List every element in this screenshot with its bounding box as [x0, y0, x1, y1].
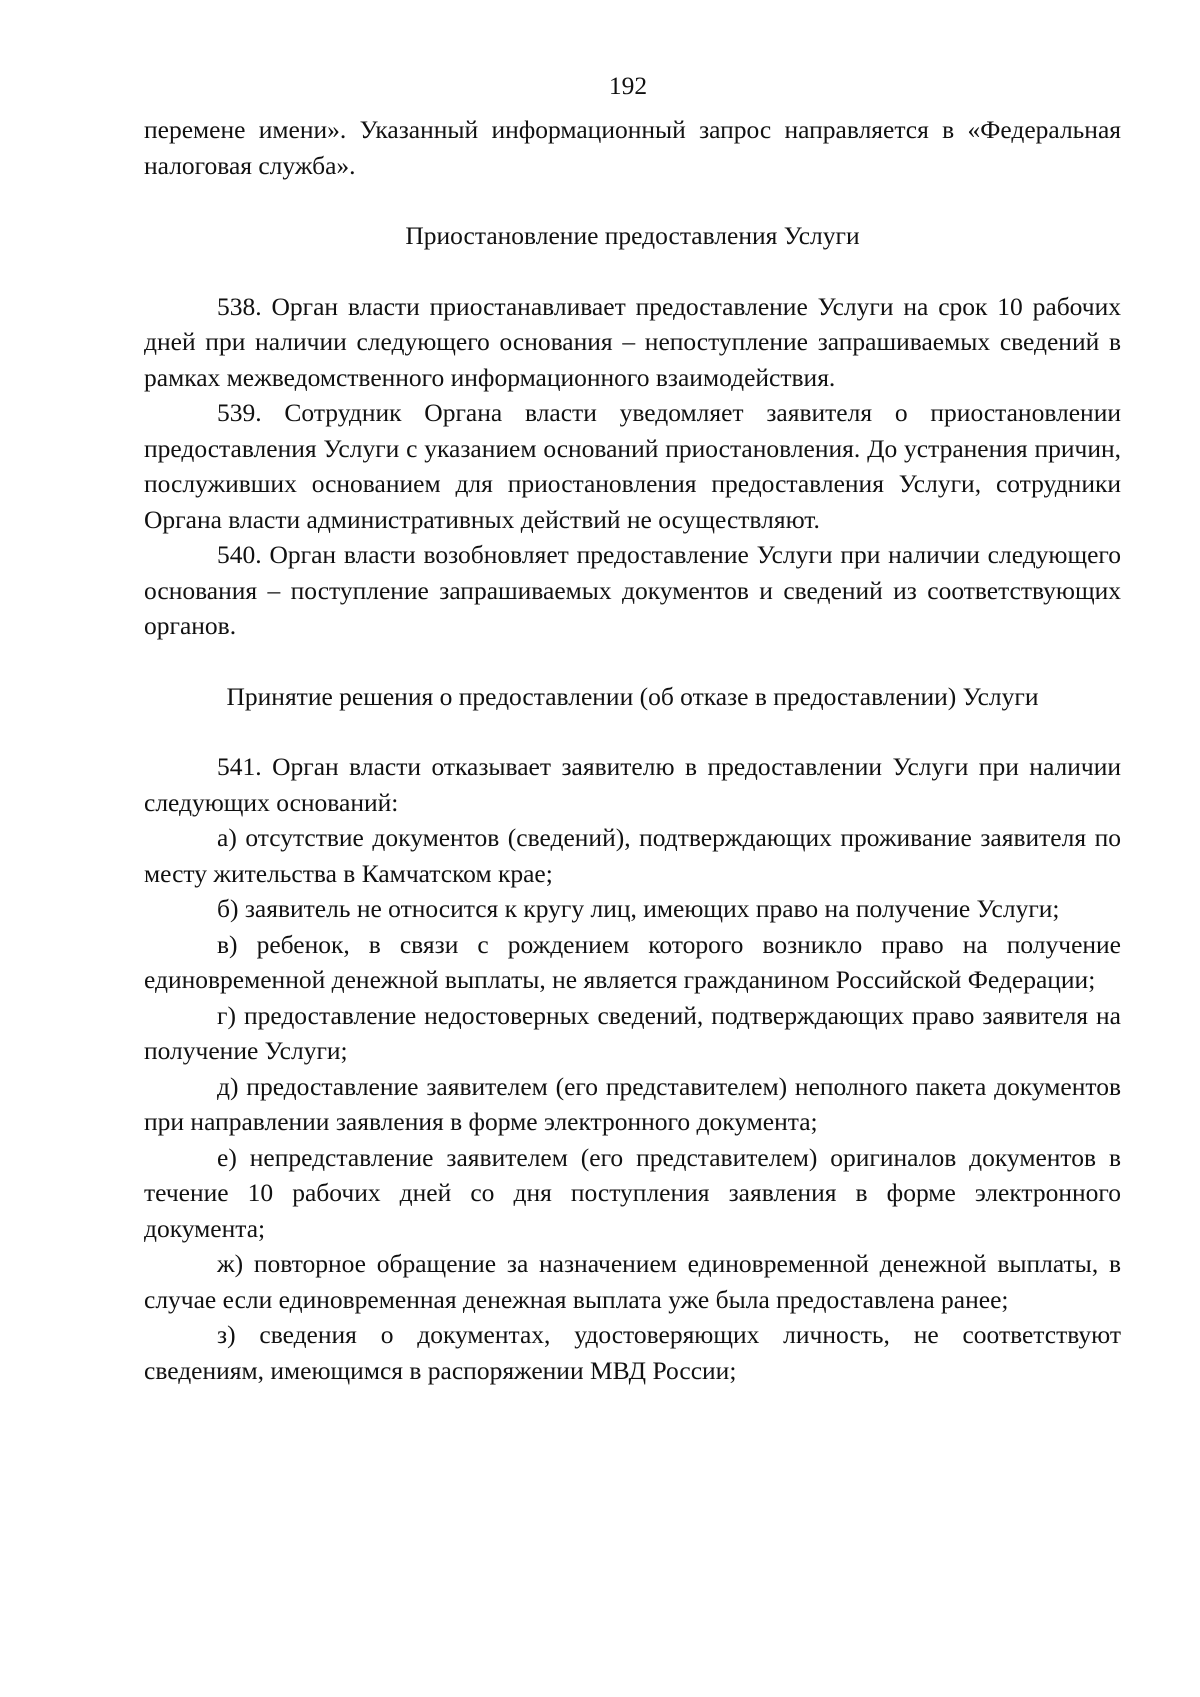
list-item-b: б) заявитель не относится к кругу лиц, имеющих право на получение Услуги;: [217, 894, 1060, 923]
list-item-z: з) сведения о документах, удостоверяющих личность, не соответствуют сведениям, имеющимся в распоряжении МВД России;: [144, 1320, 1121, 1385]
section-heading-suspension: Приостановление предоставления Услуги: [405, 221, 860, 250]
paragraph-541: 541. Орган власти отказывает заявителю в предоставлении Услуги при наличии следующих оснований:: [144, 752, 1121, 817]
paragraph-540: 540. Орган власти возобновляет предоставление Услуги при наличии следующего основания – поступление запрашиваемых документов и сведений из соответствующих органов.: [144, 540, 1121, 640]
list-item-v: в) ребенок, в связи с рождением которого возникло право на получение единовременной денежной выплаты, не является гражданином Российской Федерации;: [144, 929, 1121, 994]
list-item-d: д) предоставление заявителем (его представителем) неполного пакета документов при направлении заявления в форме электронного документа;: [144, 1071, 1121, 1136]
page-number: 192: [608, 71, 648, 100]
list-item-a: а) отсутствие документов (сведений), подтверждающих проживание заявителя по месту жительства в Камчатском крае;: [144, 823, 1121, 888]
document-body: [144, 112, 1121, 1388]
paragraph-539: 539. Сотрудник Органа власти уведомляет заявителя о приостановлении предоставления Услуги с указанием оснований приостановления. До устранения причин, послуживших основанием для приостановления предоставления Услуги, сотрудники Органа власти административных действий не осуществляют.: [144, 398, 1121, 534]
list-item-zh: ж) повторное обращение за назначением единовременной денежной выплаты, в случае если единовременная денежная выплата уже была предоставлена ранее;: [144, 1249, 1121, 1314]
paragraph-538: 538. Орган власти приостанавливает предоставление Услуги на срок 10 рабочих дней при наличии следующего основания – непоступление запрашиваемых сведений в рамках межведомственного информационного взаимодействия.: [144, 291, 1121, 392]
intro-paragraph: перемене имени». Указанный информационный запрос направляется в «Федеральная налоговая служба».: [144, 115, 1121, 180]
section-heading-decision: Принятие решения о предоставлении (об отказе в предоставлении) Услуги: [226, 681, 1039, 711]
list-item-g: г) предоставление недостоверных сведений, подтверждающих право заявителя на получение Услуги;: [144, 1000, 1121, 1065]
list-item-e: е) непредставление заявителем (его представителем) оригиналов документов в течение 10 рабочих дней со дня поступления заявления в форме электронного документа;: [144, 1142, 1121, 1243]
